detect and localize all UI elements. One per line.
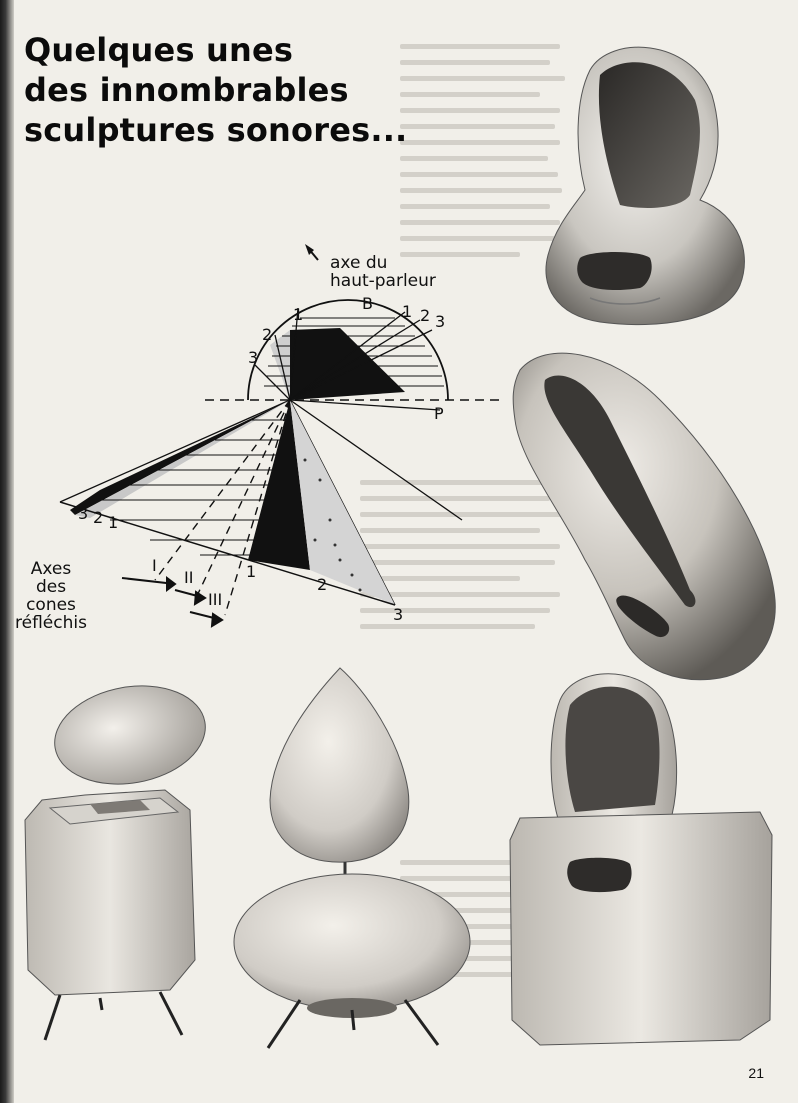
point-p-label: P: [434, 404, 444, 423]
upper-number-3-left: 3: [248, 348, 259, 367]
page-number: 21: [748, 1065, 764, 1081]
speaker-axis-label: [330, 254, 436, 290]
speaker-axis-label-line2: haut-parleur: [330, 271, 436, 291]
upper-number-3-right: 3: [435, 312, 446, 331]
point-b-label: B: [362, 294, 373, 313]
cone-axes-label: [14, 560, 88, 632]
cone-axis-label-i: I: [152, 556, 157, 575]
lower-number-2-left: 2: [93, 508, 104, 527]
cone-axes-label-line2: cones: [26, 595, 76, 615]
cone-axis-label-ii: II: [184, 568, 194, 587]
cone-axis-label-iii: III: [208, 590, 223, 609]
lower-cone-dotted-region: [290, 400, 395, 605]
cone-axes-label-line3: réfléchis: [15, 613, 87, 633]
lower-number-1-bottom: 1: [246, 562, 257, 581]
upper-number-2-left: 2: [262, 325, 273, 344]
lower-number-2-bottom: 2: [317, 575, 328, 594]
speaker-axis-label-line1: axe du: [330, 253, 388, 273]
upper-number-1-left: 1: [293, 305, 304, 324]
title-line-3: sculptures sonores...: [24, 111, 408, 149]
lower-number-1-left: 1: [108, 513, 119, 532]
lower-number-3-left: 3: [78, 504, 89, 523]
upper-number-1-right: 1: [402, 302, 413, 321]
lower-number-3-bottom: 3: [393, 605, 404, 624]
upper-number-2-right: 2: [420, 306, 431, 325]
title-line-2: des innombrables: [24, 71, 349, 109]
cone-axis-arrows: [122, 578, 222, 626]
lower-left-cone-black-region: [70, 400, 290, 515]
cone-axes-label-line1: Axes des: [30, 559, 72, 597]
title-line-1: Quelques unes: [24, 31, 294, 69]
